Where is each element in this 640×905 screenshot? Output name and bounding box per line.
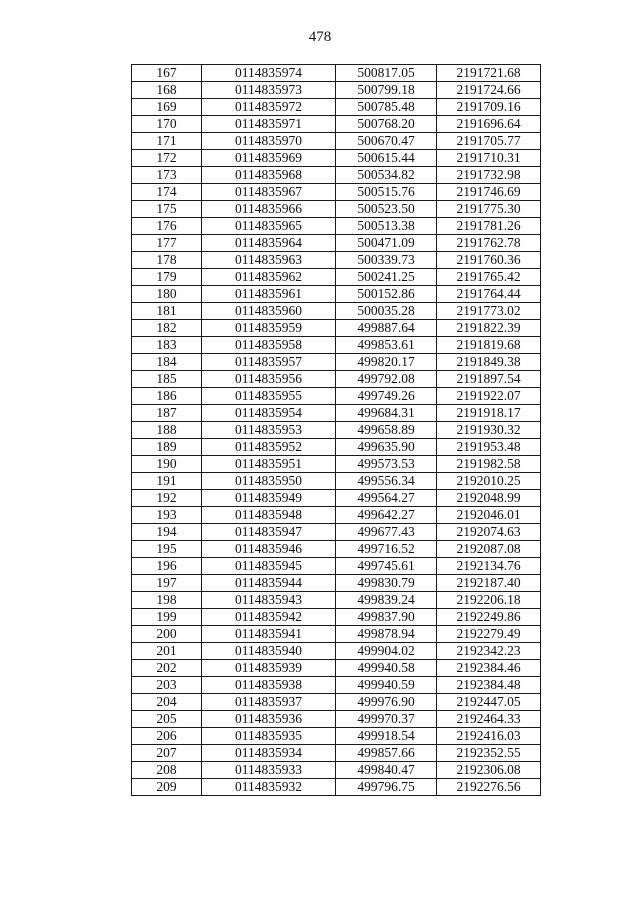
code-cell: 0114835966 bbox=[202, 201, 336, 218]
table-row bbox=[132, 490, 541, 507]
code-cell: 0114835967 bbox=[202, 184, 336, 201]
table-row bbox=[132, 541, 541, 558]
table-row bbox=[132, 388, 541, 405]
y-coordinate-cell: 2191781.26 bbox=[437, 218, 541, 235]
x-coordinate-cell: 499830.79 bbox=[336, 575, 437, 592]
code-cell: 0114835934 bbox=[202, 745, 336, 762]
x-coordinate-cell: 499796.75 bbox=[336, 779, 437, 796]
code-cell: 0114835939 bbox=[202, 660, 336, 677]
row-index-cell: 186 bbox=[132, 388, 202, 405]
y-coordinate-cell: 2191930.32 bbox=[437, 422, 541, 439]
x-coordinate-cell: 499749.26 bbox=[336, 388, 437, 405]
row-index-cell: 168 bbox=[132, 82, 202, 99]
row-index-cell: 177 bbox=[132, 235, 202, 252]
y-coordinate-cell: 2191918.17 bbox=[437, 405, 541, 422]
row-index-cell: 183 bbox=[132, 337, 202, 354]
x-coordinate-cell: 499904.02 bbox=[336, 643, 437, 660]
code-cell: 0114835953 bbox=[202, 422, 336, 439]
x-coordinate-cell: 500817.05 bbox=[336, 65, 437, 82]
x-coordinate-cell: 500471.09 bbox=[336, 235, 437, 252]
y-coordinate-cell: 2191762.78 bbox=[437, 235, 541, 252]
code-cell: 0114835958 bbox=[202, 337, 336, 354]
code-cell: 0114835942 bbox=[202, 609, 336, 626]
row-index-cell: 176 bbox=[132, 218, 202, 235]
table-body bbox=[132, 65, 541, 796]
row-index-cell: 193 bbox=[132, 507, 202, 524]
row-index-cell: 197 bbox=[132, 575, 202, 592]
row-index-cell: 170 bbox=[132, 116, 202, 133]
x-coordinate-cell: 499857.66 bbox=[336, 745, 437, 762]
y-coordinate-cell: 2192074.63 bbox=[437, 524, 541, 541]
y-coordinate-cell: 2191922.07 bbox=[437, 388, 541, 405]
x-coordinate-cell: 500523.50 bbox=[336, 201, 437, 218]
x-coordinate-cell: 500339.73 bbox=[336, 252, 437, 269]
y-coordinate-cell: 2192279.49 bbox=[437, 626, 541, 643]
y-coordinate-cell: 2191822.39 bbox=[437, 320, 541, 337]
code-cell: 0114835950 bbox=[202, 473, 336, 490]
y-coordinate-cell: 2192306.08 bbox=[437, 762, 541, 779]
row-index-cell: 188 bbox=[132, 422, 202, 439]
table-row bbox=[132, 762, 541, 779]
y-coordinate-cell: 2191696.64 bbox=[437, 116, 541, 133]
y-coordinate-cell: 2192384.46 bbox=[437, 660, 541, 677]
code-cell: 0114835965 bbox=[202, 218, 336, 235]
x-coordinate-cell: 499792.08 bbox=[336, 371, 437, 388]
row-index-cell: 206 bbox=[132, 728, 202, 745]
x-coordinate-cell: 499840.47 bbox=[336, 762, 437, 779]
x-coordinate-cell: 499839.24 bbox=[336, 592, 437, 609]
x-coordinate-cell: 500768.20 bbox=[336, 116, 437, 133]
y-coordinate-cell: 2192416.03 bbox=[437, 728, 541, 745]
table-row bbox=[132, 507, 541, 524]
row-index-cell: 180 bbox=[132, 286, 202, 303]
table-row bbox=[132, 116, 541, 133]
table-row bbox=[132, 201, 541, 218]
y-coordinate-cell: 2191721.68 bbox=[437, 65, 541, 82]
table-row bbox=[132, 320, 541, 337]
y-coordinate-cell: 2191849.38 bbox=[437, 354, 541, 371]
x-coordinate-cell: 500799.18 bbox=[336, 82, 437, 99]
x-coordinate-cell: 500785.48 bbox=[336, 99, 437, 116]
x-coordinate-cell: 499820.17 bbox=[336, 354, 437, 371]
table-row bbox=[132, 218, 541, 235]
x-coordinate-cell: 499658.89 bbox=[336, 422, 437, 439]
y-coordinate-cell: 2192187.40 bbox=[437, 575, 541, 592]
code-cell: 0114835948 bbox=[202, 507, 336, 524]
y-coordinate-cell: 2191760.36 bbox=[437, 252, 541, 269]
row-index-cell: 181 bbox=[132, 303, 202, 320]
row-index-cell: 184 bbox=[132, 354, 202, 371]
row-index-cell: 173 bbox=[132, 167, 202, 184]
code-cell: 0114835943 bbox=[202, 592, 336, 609]
table-row bbox=[132, 626, 541, 643]
row-index-cell: 203 bbox=[132, 677, 202, 694]
x-coordinate-cell: 500515.76 bbox=[336, 184, 437, 201]
x-coordinate-cell: 500035.28 bbox=[336, 303, 437, 320]
x-coordinate-cell: 499564.27 bbox=[336, 490, 437, 507]
row-index-cell: 175 bbox=[132, 201, 202, 218]
code-cell: 0114835935 bbox=[202, 728, 336, 745]
table-row bbox=[132, 592, 541, 609]
code-cell: 0114835944 bbox=[202, 575, 336, 592]
table-row bbox=[132, 711, 541, 728]
y-coordinate-cell: 2192134.76 bbox=[437, 558, 541, 575]
row-index-cell: 196 bbox=[132, 558, 202, 575]
table-row bbox=[132, 337, 541, 354]
x-coordinate-cell: 499940.58 bbox=[336, 660, 437, 677]
x-coordinate-cell: 499878.94 bbox=[336, 626, 437, 643]
x-coordinate-cell: 499642.27 bbox=[336, 507, 437, 524]
row-index-cell: 187 bbox=[132, 405, 202, 422]
table-row bbox=[132, 303, 541, 320]
x-coordinate-cell: 500152.86 bbox=[336, 286, 437, 303]
x-coordinate-cell: 499684.31 bbox=[336, 405, 437, 422]
code-cell: 0114835971 bbox=[202, 116, 336, 133]
row-index-cell: 194 bbox=[132, 524, 202, 541]
code-cell: 0114835954 bbox=[202, 405, 336, 422]
y-coordinate-cell: 2191710.31 bbox=[437, 150, 541, 167]
y-coordinate-cell: 2191773.02 bbox=[437, 303, 541, 320]
x-coordinate-cell: 499853.61 bbox=[336, 337, 437, 354]
code-cell: 0114835970 bbox=[202, 133, 336, 150]
table-row bbox=[132, 167, 541, 184]
table-row bbox=[132, 371, 541, 388]
code-cell: 0114835959 bbox=[202, 320, 336, 337]
x-coordinate-cell: 499677.43 bbox=[336, 524, 437, 541]
code-cell: 0114835972 bbox=[202, 99, 336, 116]
row-index-cell: 201 bbox=[132, 643, 202, 660]
x-coordinate-cell: 499976.90 bbox=[336, 694, 437, 711]
x-coordinate-cell: 499970.37 bbox=[336, 711, 437, 728]
y-coordinate-cell: 2191724.66 bbox=[437, 82, 541, 99]
row-index-cell: 207 bbox=[132, 745, 202, 762]
y-coordinate-cell: 2192010.25 bbox=[437, 473, 541, 490]
y-coordinate-cell: 2192206.18 bbox=[437, 592, 541, 609]
table-row bbox=[132, 269, 541, 286]
y-coordinate-cell: 2191765.42 bbox=[437, 269, 541, 286]
row-index-cell: 167 bbox=[132, 65, 202, 82]
code-cell: 0114835969 bbox=[202, 150, 336, 167]
code-cell: 0114835933 bbox=[202, 762, 336, 779]
y-coordinate-cell: 2192249.86 bbox=[437, 609, 541, 626]
x-coordinate-cell: 500670.47 bbox=[336, 133, 437, 150]
x-coordinate-cell: 499635.90 bbox=[336, 439, 437, 456]
code-cell: 0114835973 bbox=[202, 82, 336, 99]
code-cell: 0114835936 bbox=[202, 711, 336, 728]
x-coordinate-cell: 500615.44 bbox=[336, 150, 437, 167]
table-row bbox=[132, 422, 541, 439]
table-row bbox=[132, 286, 541, 303]
row-index-cell: 198 bbox=[132, 592, 202, 609]
row-index-cell: 174 bbox=[132, 184, 202, 201]
y-coordinate-cell: 2191705.77 bbox=[437, 133, 541, 150]
table-row bbox=[132, 252, 541, 269]
row-index-cell: 199 bbox=[132, 609, 202, 626]
table-row bbox=[132, 609, 541, 626]
row-index-cell: 169 bbox=[132, 99, 202, 116]
y-coordinate-cell: 2191732.98 bbox=[437, 167, 541, 184]
row-index-cell: 204 bbox=[132, 694, 202, 711]
table-row bbox=[132, 745, 541, 762]
table-row bbox=[132, 99, 541, 116]
row-index-cell: 179 bbox=[132, 269, 202, 286]
code-cell: 0114835963 bbox=[202, 252, 336, 269]
table-row bbox=[132, 405, 541, 422]
x-coordinate-cell: 499837.90 bbox=[336, 609, 437, 626]
code-cell: 0114835960 bbox=[202, 303, 336, 320]
code-cell: 0114835949 bbox=[202, 490, 336, 507]
code-cell: 0114835951 bbox=[202, 456, 336, 473]
code-cell: 0114835940 bbox=[202, 643, 336, 660]
table-row bbox=[132, 694, 541, 711]
x-coordinate-cell: 499887.64 bbox=[336, 320, 437, 337]
y-coordinate-cell: 2192352.55 bbox=[437, 745, 541, 762]
row-index-cell: 182 bbox=[132, 320, 202, 337]
row-index-cell: 190 bbox=[132, 456, 202, 473]
code-cell: 0114835952 bbox=[202, 439, 336, 456]
table-row bbox=[132, 354, 541, 371]
code-cell: 0114835961 bbox=[202, 286, 336, 303]
table-row bbox=[132, 82, 541, 99]
row-index-cell: 195 bbox=[132, 541, 202, 558]
y-coordinate-cell: 2192087.08 bbox=[437, 541, 541, 558]
row-index-cell: 200 bbox=[132, 626, 202, 643]
code-cell: 0114835946 bbox=[202, 541, 336, 558]
row-index-cell: 191 bbox=[132, 473, 202, 490]
x-coordinate-cell: 499556.34 bbox=[336, 473, 437, 490]
row-index-cell: 202 bbox=[132, 660, 202, 677]
table-row bbox=[132, 677, 541, 694]
x-coordinate-cell: 499940.59 bbox=[336, 677, 437, 694]
y-coordinate-cell: 2191764.44 bbox=[437, 286, 541, 303]
row-index-cell: 171 bbox=[132, 133, 202, 150]
row-index-cell: 178 bbox=[132, 252, 202, 269]
table-row bbox=[132, 558, 541, 575]
y-coordinate-cell: 2192384.48 bbox=[437, 677, 541, 694]
page-number: 478 bbox=[308, 29, 332, 45]
code-cell: 0114835938 bbox=[202, 677, 336, 694]
y-coordinate-cell: 2191953.48 bbox=[437, 439, 541, 456]
y-coordinate-cell: 2191819.68 bbox=[437, 337, 541, 354]
table-row bbox=[132, 133, 541, 150]
table-row bbox=[132, 65, 541, 82]
y-coordinate-cell: 2191746.69 bbox=[437, 184, 541, 201]
code-cell: 0114835941 bbox=[202, 626, 336, 643]
x-coordinate-cell: 500513.38 bbox=[336, 218, 437, 235]
coordinates-table bbox=[131, 64, 541, 796]
y-coordinate-cell: 2192447.05 bbox=[437, 694, 541, 711]
x-coordinate-cell: 499745.61 bbox=[336, 558, 437, 575]
row-index-cell: 185 bbox=[132, 371, 202, 388]
table-row bbox=[132, 473, 541, 490]
code-cell: 0114835947 bbox=[202, 524, 336, 541]
y-coordinate-cell: 2191982.58 bbox=[437, 456, 541, 473]
row-index-cell: 209 bbox=[132, 779, 202, 796]
code-cell: 0114835945 bbox=[202, 558, 336, 575]
table-row bbox=[132, 575, 541, 592]
table-row bbox=[132, 660, 541, 677]
y-coordinate-cell: 2191897.54 bbox=[437, 371, 541, 388]
y-coordinate-cell: 2192046.01 bbox=[437, 507, 541, 524]
x-coordinate-cell: 499573.53 bbox=[336, 456, 437, 473]
y-coordinate-cell: 2191709.16 bbox=[437, 99, 541, 116]
code-cell: 0114835974 bbox=[202, 65, 336, 82]
row-index-cell: 172 bbox=[132, 150, 202, 167]
table-row bbox=[132, 184, 541, 201]
code-cell: 0114835964 bbox=[202, 235, 336, 252]
table-row bbox=[132, 779, 541, 796]
code-cell: 0114835968 bbox=[202, 167, 336, 184]
table-row bbox=[132, 439, 541, 456]
x-coordinate-cell: 499716.52 bbox=[336, 541, 437, 558]
x-coordinate-cell: 500534.82 bbox=[336, 167, 437, 184]
code-cell: 0114835937 bbox=[202, 694, 336, 711]
table-row bbox=[132, 524, 541, 541]
table-row bbox=[132, 643, 541, 660]
table-row bbox=[132, 456, 541, 473]
code-cell: 0114835962 bbox=[202, 269, 336, 286]
y-coordinate-cell: 2192464.33 bbox=[437, 711, 541, 728]
y-coordinate-cell: 2192048.99 bbox=[437, 490, 541, 507]
y-coordinate-cell: 2192276.56 bbox=[437, 779, 541, 796]
x-coordinate-cell: 500241.25 bbox=[336, 269, 437, 286]
code-cell: 0114835957 bbox=[202, 354, 336, 371]
code-cell: 0114835932 bbox=[202, 779, 336, 796]
table-row bbox=[132, 235, 541, 252]
code-cell: 0114835956 bbox=[202, 371, 336, 388]
row-index-cell: 205 bbox=[132, 711, 202, 728]
table-row bbox=[132, 150, 541, 167]
y-coordinate-cell: 2191775.30 bbox=[437, 201, 541, 218]
row-index-cell: 192 bbox=[132, 490, 202, 507]
y-coordinate-cell: 2192342.23 bbox=[437, 643, 541, 660]
row-index-cell: 189 bbox=[132, 439, 202, 456]
x-coordinate-cell: 499918.54 bbox=[336, 728, 437, 745]
code-cell: 0114835955 bbox=[202, 388, 336, 405]
table-row bbox=[132, 728, 541, 745]
row-index-cell: 208 bbox=[132, 762, 202, 779]
